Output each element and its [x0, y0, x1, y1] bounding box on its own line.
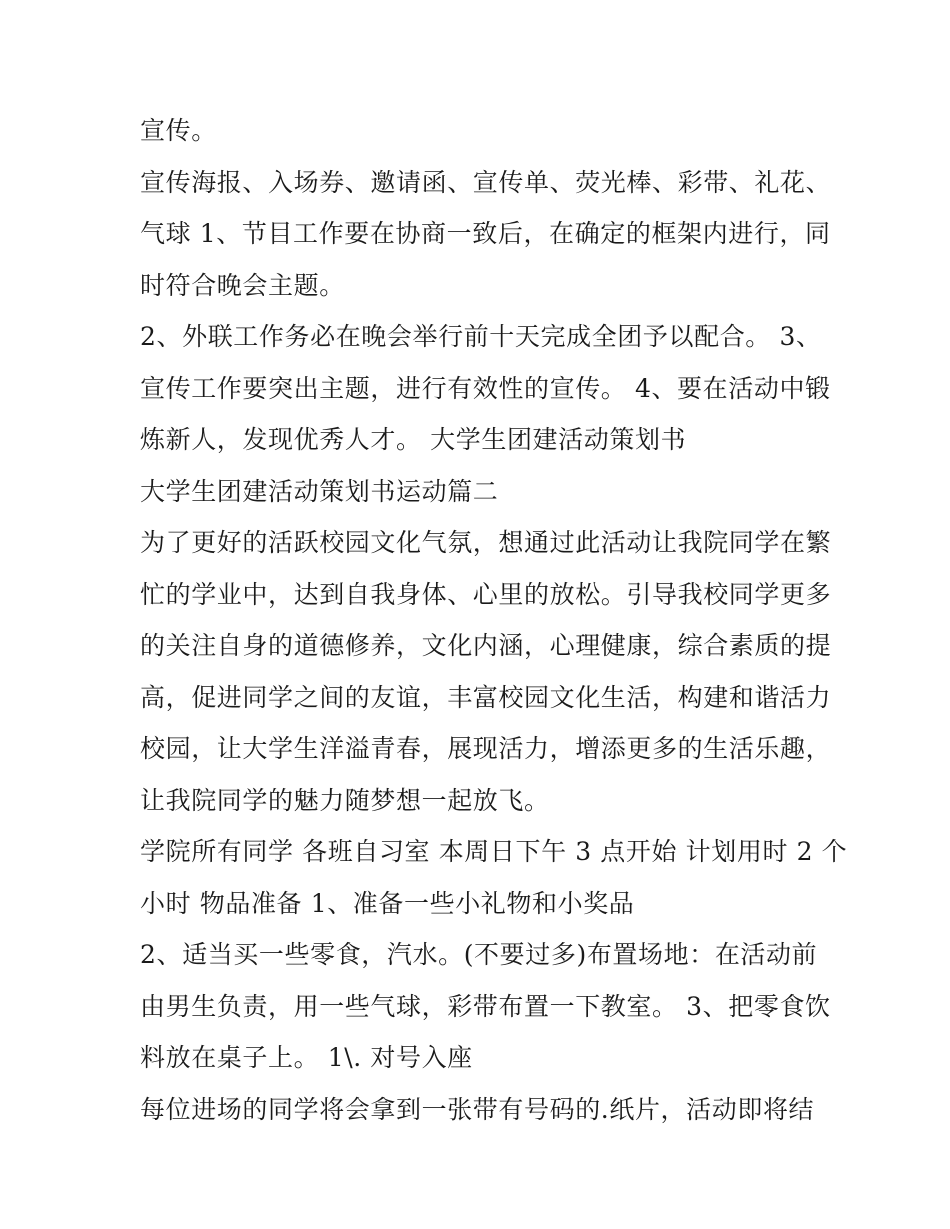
text-line: 为了更好的活跃校园文化气氛，想通过此活动让我院同学在繁: [140, 528, 832, 557]
text-line: 的关注自身的道德修养，文化内涵，心理健康，综合素质的提: [140, 631, 832, 660]
text-line: 宣传。: [140, 116, 217, 145]
text-line: 让我院同学的魅力随梦想一起放飞。: [140, 785, 550, 815]
text-line: 每位进场的同学将会拿到一张带有号码的.纸片，活动即将结: [140, 1094, 815, 1124]
text-line: 宣传海报、入场券、邀请函、宣传单、荧光棒、彩带、礼花、: [140, 167, 832, 197]
text-line: 高，促进同学之间的友谊，丰富校园文化生活，构建和谐活力: [140, 682, 832, 712]
text-line: 2、外联工作务必在晚会举行前十天完成全团予以配合。 3、: [140, 322, 822, 351]
document-body: [140, 105, 848, 1135]
text-line: 忙的学业中，达到自我身体、心里的放松。引导我校同学更多: [140, 579, 832, 609]
text-line: 2、适当买一些零食，汽水。(不要过多)布置场地：在活动前: [140, 940, 818, 969]
text-line: 时符合晚会主题。: [140, 270, 345, 300]
text-line: 宣传工作要突出主题，进行有效性的宣传。 4、要在活动中锻: [140, 373, 831, 403]
text-line: 大学生团建活动策划书运动篇二: [140, 476, 499, 506]
text-line: 气球 1、节目工作要在协商一致后，在确定的框架内进行，同: [140, 219, 831, 248]
text-line: 学院所有同学 各班自习室 本周日下午 3 点开始 计划用时 2 个: [140, 837, 848, 866]
text-line: 炼新人，发现优秀人才。 大学生团建活动策划书: [140, 425, 687, 454]
text-line: 料放在桌子上。 1\. 对号入座: [140, 1043, 473, 1072]
text-line: 校园，让大学生洋溢青春，展现活力，增添更多的生活乐趣，: [140, 734, 832, 763]
text-line: 小时 物品准备 1、准备一些小礼物和小奖品: [140, 888, 635, 918]
text-line: 由男生负责，用一些气球，彩带布置一下教室。 3、把零食饮: [140, 991, 831, 1021]
